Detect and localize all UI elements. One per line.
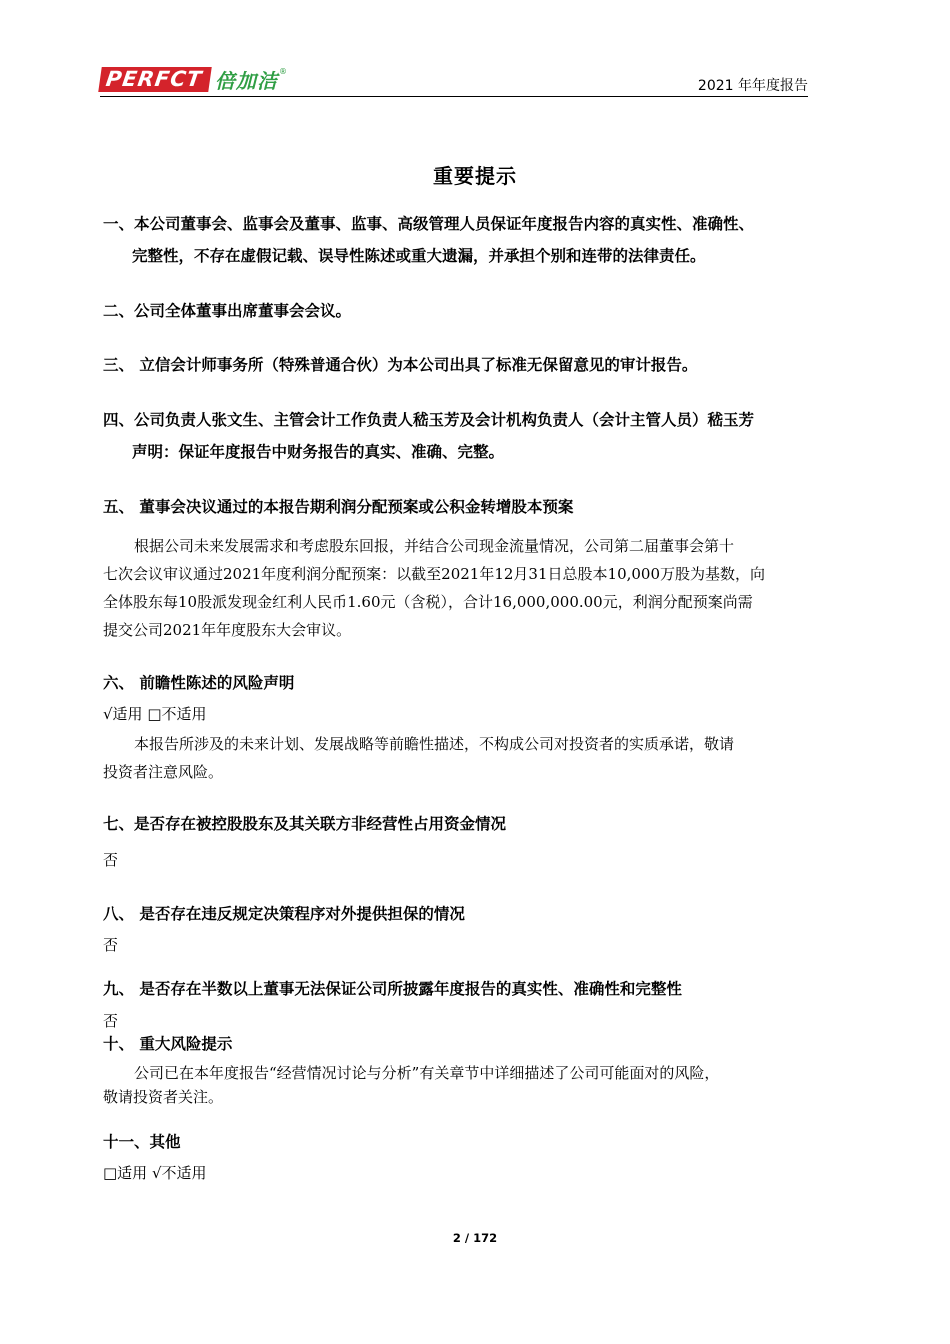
item-10-para-line-2: 敬请投资者关注。 [103, 1088, 224, 1106]
item-7-answer: 否 [103, 851, 119, 869]
registered-mark: ® [279, 67, 287, 76]
item-1-line-1: 一、本公司董事会、监事会及董事、监事、高级管理人员保证年度报告内容的真实性、准确性、 [103, 215, 755, 233]
page-header [100, 62, 808, 97]
item-6-option: √适用 □不适用 [103, 705, 207, 723]
item-9-answer: 否 [103, 1012, 119, 1030]
item-7-heading: 七、是否存在被控股股东及其关联方非经营性占用资金情况 [103, 815, 507, 833]
item-11-heading: 十一、其他 [103, 1133, 181, 1151]
item-3: 三、 立信会计师事务所（特殊普通合伙）为本公司出具了标准无保留意见的审计报告。 [103, 356, 698, 374]
item-2: 二、公司全体董事出席董事会会议。 [103, 302, 352, 320]
logo-perfct-text: PERFCT [98, 67, 212, 92]
item-6-para-line-2: 投资者注意风险。 [103, 763, 224, 781]
item-8-heading: 八、 是否存在违反规定决策程序对外提供担保的情况 [103, 905, 465, 923]
item-6-heading: 六、 前瞻性陈述的风险声明 [103, 674, 295, 692]
report-title: 2021 年年度报告 [697, 78, 808, 94]
item-5-para-line-2: 七次会议审议通过2021年度利润分配预案：以截至2021年12月31日总股本10,000万股为基数，向 [103, 565, 766, 583]
item-1-line-2: 完整性，不存在虚假记载、误导性陈述或重大遗漏，并承担个别和连带的法律责任。 [132, 247, 706, 265]
item-10-heading: 十、 重大风险提示 [103, 1035, 233, 1053]
perfect-logo [100, 65, 287, 93]
item-5-heading: 五、 董事会决议通过的本报告期利润分配预案或公积金转增股本预案 [103, 498, 574, 516]
logo-chinese-text: 倍加洁 [215, 68, 278, 93]
item-5-para-line-4: 提交公司2021年年度股东大会审议。 [103, 621, 352, 639]
item-11-option: □适用 √不适用 [103, 1164, 207, 1182]
item-9-heading: 九、 是否存在半数以上董事无法保证公司所披露年度报告的真实性、准确性和完整性 [103, 980, 682, 998]
item-5-para-line-3: 全体股东每10股派发现金红利人民币1.60元（含税），合计16,000,000.00元，利润分配预案尚需 [103, 593, 753, 611]
item-10-para-line-1: 公司已在本年度报告“经营情况讨论与分析”有关章节中详细描述了公司可能面对的风险， [134, 1064, 720, 1082]
item-4-line-1: 四、公司负责人张文生、主管会计工作负责人嵇玉芳及会计机构负责人（会计主管人员）嵇玉芳 [103, 411, 755, 429]
item-8-answer: 否 [103, 936, 119, 954]
item-4-line-2: 声明：保证年度报告中财务报告的真实、准确、完整。 [132, 443, 505, 461]
item-5-para-line-1: 根据公司未来发展需求和考虑股东回报，并结合公司现金流量情况，公司第二届董事会第十 [134, 537, 735, 555]
page-number: 2 / 172 [452, 1231, 498, 1245]
item-6-para-line-1: 本报告所涉及的未来计划、发展战略等前瞻性描述，不构成公司对投资者的实质承诺，敬请 [134, 735, 735, 753]
page-title: 重要提示 [433, 164, 517, 188]
